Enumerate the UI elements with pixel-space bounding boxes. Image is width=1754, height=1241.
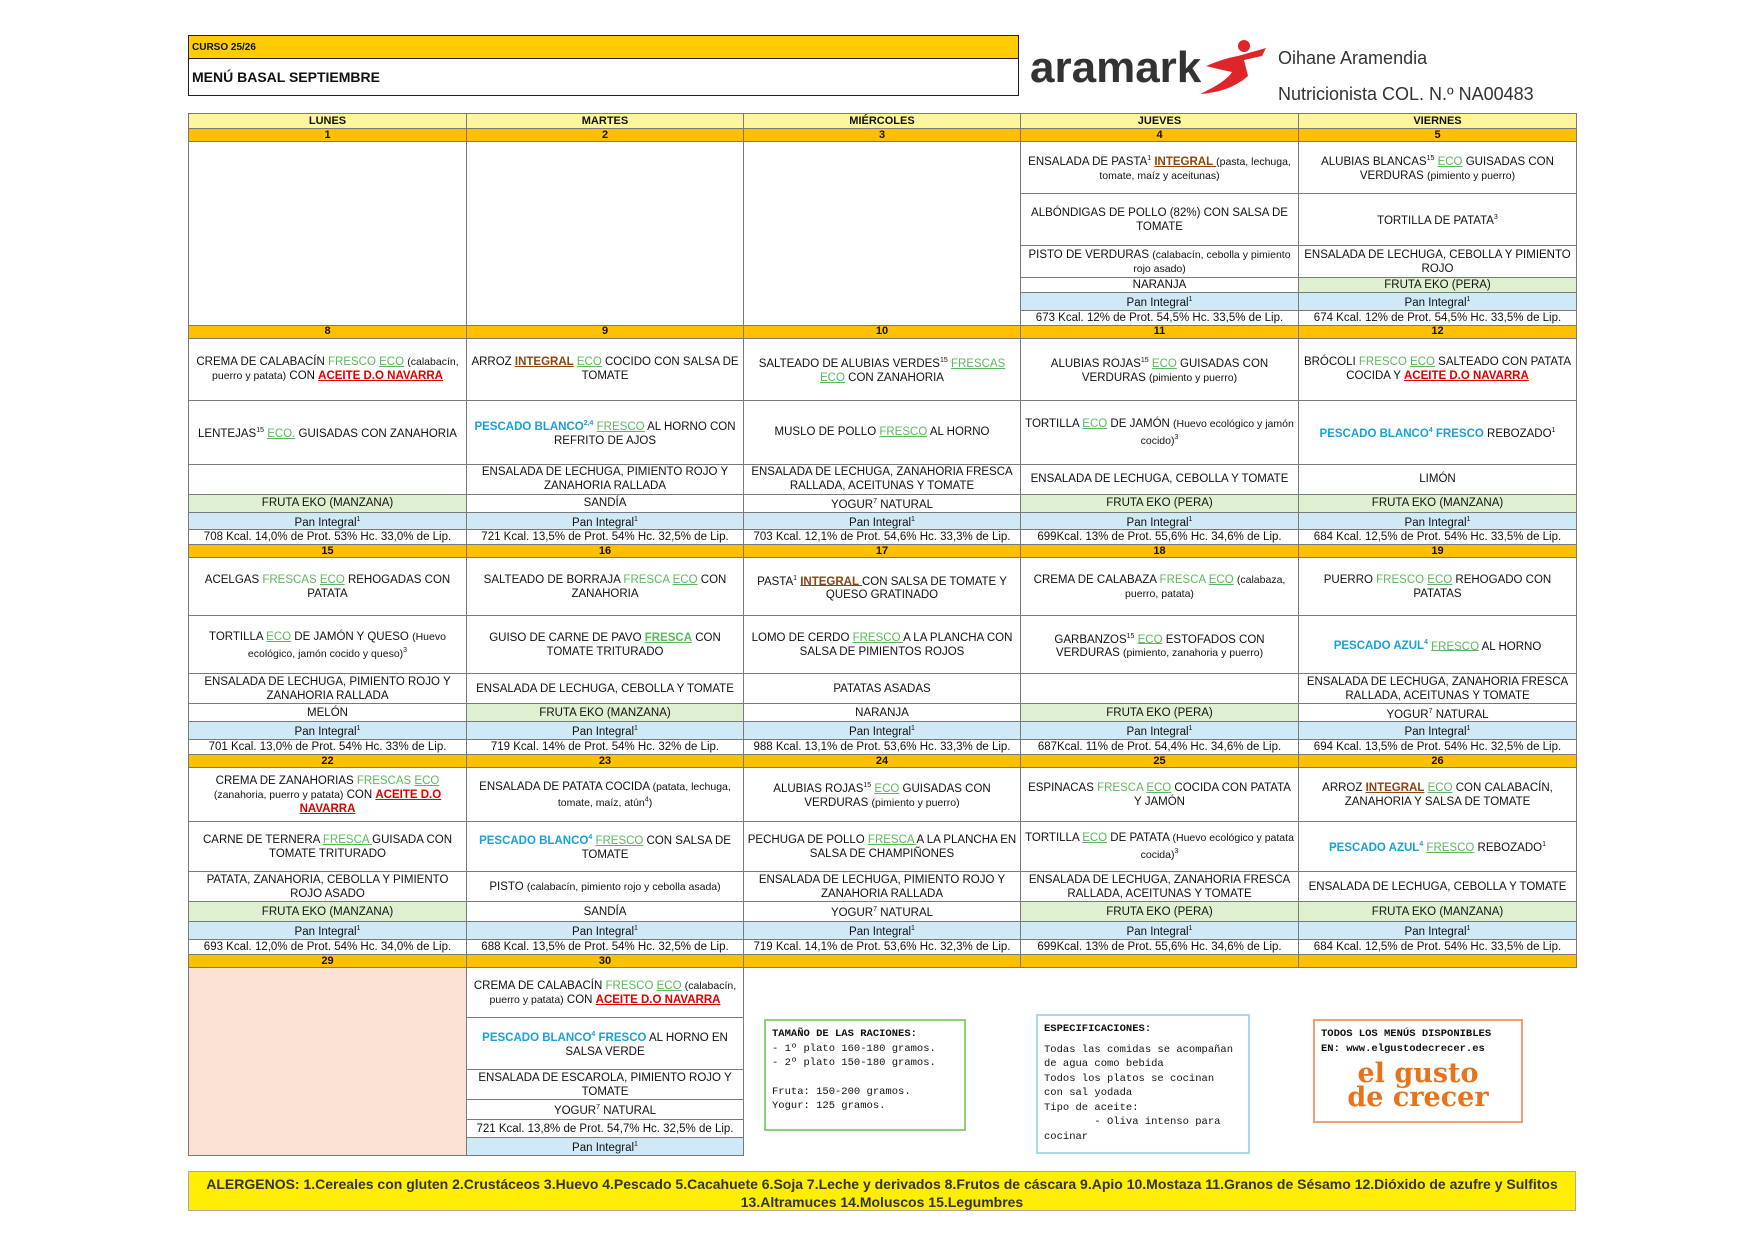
bread-cell: Pan Integral$^1$	[1021, 293, 1299, 311]
dish-cell: GUISO DE CARNE DE PAVO FRESCA CON TOMATE TRITURADO	[467, 616, 744, 674]
dish-cell: MUSLO DE POLLO FRESCO AL HORNO	[744, 400, 1021, 464]
side-row	[189, 674, 1577, 704]
day-header: LUNES	[189, 114, 467, 129]
dish-cell: ACELGAS FRESCAS ECO REHOGADAS CON PATATA	[189, 558, 467, 616]
all-menus-box	[1313, 1019, 1523, 1123]
dessert-cell: MELÓN	[189, 704, 467, 722]
dish-cell: PESCADO AZUL$^4$ FRESCO AL HORNO	[1299, 616, 1577, 674]
portions-spacer	[772, 1071, 958, 1085]
dish-cell: ENSALADA DE LECHUGA, CEBOLLA Y TOMATE	[1021, 464, 1299, 494]
day-number: 17	[744, 545, 1021, 558]
bread-cell: Pan Integral$^1$	[189, 722, 467, 740]
day-number	[744, 955, 1021, 968]
dessert-row	[189, 704, 1577, 722]
day-number: 29	[189, 955, 467, 968]
dish-cell: CREMA DE CALABACÍN FRESCO ECO (calabacín, puerro y patata) CON ACEITE D.O NAVARRA	[189, 338, 467, 400]
aramark-logo	[1030, 36, 1270, 98]
day-number: 9	[467, 325, 744, 338]
dessert-cell: YOGUR$^7$ NATURAL	[744, 494, 1021, 512]
bread-cell: Pan Integral$^1$	[1021, 922, 1299, 940]
specifications-title: ESPECIFICACIONES:	[1044, 1023, 1152, 1035]
spec-line: de agua como bebida	[1044, 1058, 1164, 1070]
day-header: JUEVES	[1021, 114, 1299, 129]
nutritionist-name: Oihane Aramendia	[1278, 48, 1428, 68]
kcal-row	[189, 740, 1577, 755]
dish-cell: ENSALADA DE ESCAROLA, PIMIENTO ROJO Y TOMATE	[467, 1070, 744, 1100]
kcal-cell: 693 Kcal. 12,0% de Prot. 54% Hc. 34,0% de Lip.	[189, 940, 467, 955]
day-number: 22	[189, 755, 467, 768]
dessert-cell: SANDÍA	[467, 494, 744, 512]
dish-cell: ENSALADA DE LECHUGA, ZANAHORIA FRESCA RALLADA, ACEITUNAS Y TOMATE	[1021, 872, 1299, 902]
day-number-row	[189, 755, 1577, 768]
day-number	[1021, 955, 1299, 968]
bread-cell: Pan Integral$^1$	[1299, 722, 1577, 740]
side-row	[189, 872, 1577, 902]
dish-cell: PESCADO BLANCO$^4$ FRESCO AL HORNO EN SALSA VERDE	[467, 1018, 744, 1070]
dish-cell: PESCADO BLANCO$^4$ FRESCO REBOZADO$^1$	[1299, 400, 1577, 464]
kcal-cell: 684 Kcal. 12,5% de Prot. 54% Hc. 33,5% de Lip.	[1299, 530, 1577, 545]
bread-cell: Pan Integral$^1$	[1299, 512, 1577, 530]
dessert-cell: YOGUR$^7$ NATURAL	[467, 1100, 744, 1120]
bread-row	[189, 512, 1577, 530]
day-number-row	[189, 955, 1577, 968]
dessert-row	[189, 902, 1577, 922]
kcal-cell: 699Kcal. 13% de Prot. 55,6% Hc. 34,6% de Lip.	[1021, 940, 1299, 955]
dish-cell: ALUBIAS BLANCAS$^{15}$ ECO GUISADAS CON VERDURAS (pimiento y puerro)	[1299, 142, 1577, 194]
dessert-cell: NARANJA	[744, 704, 1021, 722]
empty-day-cell	[189, 142, 467, 326]
dish-cell: ENSALADA DE PATATA COCIDA (patata, lechuga, tomate, maíz, atún$^4$)	[467, 768, 744, 822]
bread-cell: Pan Integral$^1$	[744, 512, 1021, 530]
bread-cell: Pan Integral$^1$	[189, 512, 467, 530]
bread-cell: Pan Integral$^1$	[744, 922, 1021, 940]
brand-line: de crecer	[1347, 1082, 1489, 1113]
dish-cell: ENSALADA DE LECHUGA, ZANAHORIA FRESCA RALLADA, ACEITUNAS Y TOMATE	[744, 464, 1021, 494]
dish-cell	[1021, 674, 1299, 704]
portions-line: - 2º plato 150-180 gramos.	[772, 1057, 936, 1069]
aramark-figure-icon	[1200, 40, 1266, 94]
kcal-cell: 721 Kcal. 13,5% de Prot. 54% Hc. 32,5% de Lip.	[467, 530, 744, 545]
portions-box	[764, 1019, 966, 1131]
dish-cell: ALUBIAS ROJAS$^{15}$ ECO GUISADAS CON VERDURAS (pimiento y puerro)	[744, 768, 1021, 822]
spec-line: Tipo de aceite:	[1044, 1101, 1139, 1114]
aramark-logo-text: aramark	[1030, 43, 1202, 92]
dish-cell: TORTILLA ECO DE PATATA (Huevo ecológico y patata cocida)$^3$	[1021, 822, 1299, 872]
dessert-cell: FRUTA EKO (MANZANA)	[467, 704, 744, 722]
menu-header-box	[188, 35, 1019, 96]
dish-cell: ENSALADA DE LECHUGA, CEBOLLA Y PIMIENTO ROJO	[1299, 246, 1577, 278]
day-header: VIERNES	[1299, 114, 1577, 129]
dish-cell: LENTEJAS$^{15}$ ECO. GUISADAS CON ZANAHORIA	[189, 400, 467, 464]
dish-cell: CREMA DE ZANAHORIAS FRESCAS ECO (zanahoria, puerro y patata) CON ACEITE D.O NAVARRA	[189, 768, 467, 822]
dish-cell: LIMÓN	[1299, 464, 1577, 494]
dish-cell: PATATA, ZANAHORIA, CEBOLLA Y PIMIENTO ROJO ASADO	[189, 872, 467, 902]
day-number: 4	[1021, 129, 1299, 142]
kcal-cell: 688 Kcal. 13,5% de Prot. 54% Hc. 32,5% de Lip.	[467, 940, 744, 955]
dish-cell: SALTEADO DE ALUBIAS VERDES$^{15}$ FRESCAS ECO CON ZANAHORIA	[744, 338, 1021, 400]
dish-cell: ENSALADA DE PASTA$^1$ INTEGRAL (pasta, lechuga, tomate, maíz y aceitunas)	[1021, 142, 1299, 194]
first-course-row	[189, 142, 1577, 194]
empty-day-cell	[467, 142, 744, 326]
dish-cell: ESPINACAS FRESCA ECO COCIDA CON PATATA Y JAMÓN	[1021, 768, 1299, 822]
bread-cell: Pan Integral$^1$	[1299, 293, 1577, 311]
kcal-cell: 673 Kcal. 12% de Prot. 54,5% Hc. 33,5% de Lip.	[1021, 310, 1299, 325]
dish-cell: CREMA DE CALABAZA FRESCA ECO (calabaza, puerro, patata)	[1021, 558, 1299, 616]
dish-cell: PESCADO AZUL$^4$ FRESCO REBOZADO$^1$	[1299, 822, 1577, 872]
dish-cell: ENSALADA DE LECHUGA, PIMIENTO ROJO Y ZANAHORIA RALLADA	[744, 872, 1021, 902]
bread-cell: Pan Integral$^1$	[744, 722, 1021, 740]
second-course-row	[189, 616, 1577, 674]
day-number	[1299, 955, 1577, 968]
dessert-cell: FRUTA EKO (PERA)	[1021, 494, 1299, 512]
dish-cell: PATATAS ASADAS	[744, 674, 1021, 704]
dish-cell: PISTO DE VERDURAS (calabacín, cebolla y pimiento rojo asado)	[1021, 246, 1299, 278]
kcal-cell: 719 Kcal. 14,1% de Prot. 53,6% Hc. 32,3% de Lip.	[744, 940, 1021, 955]
course-label: CURSO 25/26	[189, 36, 1018, 59]
dish-cell: PESCADO BLANCO$^4$ FRESCO CON SALSA DE TOMATE	[467, 822, 744, 872]
dessert-row	[189, 494, 1577, 512]
day-number: 24	[744, 755, 1021, 768]
day-number: 30	[467, 955, 744, 968]
dessert-cell: FRUTA EKO (PERA)	[1021, 902, 1299, 922]
dish-cell: PUERRO FRESCO ECO REHOGADO CON PATATAS	[1299, 558, 1577, 616]
day-number: 12	[1299, 325, 1577, 338]
day-header-row	[189, 114, 1577, 129]
dish-cell: ARROZ INTEGRAL ECO COCIDO CON SALSA DE TOMATE	[467, 338, 744, 400]
kcal-cell: 719 Kcal. 14% de Prot. 54% Hc. 32% de Lip.	[467, 740, 744, 755]
dish-cell: ENSALADA DE LECHUGA, CEBOLLA Y TOMATE	[467, 674, 744, 704]
dish-cell: ALUBIAS ROJAS$^{15}$ ECO GUISADAS CON VERDURAS (pimiento y puerro)	[1021, 338, 1299, 400]
all-menus-title: TODOS LOS MENÚS DISPONIBLES	[1321, 1028, 1492, 1040]
dish-cell: TORTILLA DE PATATA$^3$	[1299, 194, 1577, 246]
dessert-cell: NARANJA	[1021, 278, 1299, 293]
second-course-row	[189, 400, 1577, 464]
dish-cell: BRÓCOLI FRESCO ECO SALTEADO CON PATATA COCIDA Y ACEITE D.O NAVARRA	[1299, 338, 1577, 400]
dish-cell: ALBÓNDIGAS DE POLLO (82%) CON SALSA DE TOMATE	[1021, 194, 1299, 246]
bread-row	[189, 922, 1577, 940]
kcal-cell: 988 Kcal. 13,1% de Prot. 53,6% Hc. 33,3% de Lip.	[744, 740, 1021, 755]
side-row	[189, 464, 1577, 494]
day-header: MARTES	[467, 114, 744, 129]
day-number: 2	[467, 129, 744, 142]
day-number: 26	[1299, 755, 1577, 768]
allergens-bar: ALERGENOS: 1.Cereales con gluten 2.Crustáceos 3.Huevo 4.Pescado 5.Cacahuete 6.Soja 7.Leche y derivados 8.Frutos de cáscara 9.Apio 10.Mostaza 11.Granos de Sésamo 12.Dióxido de azufre y Sulfitos 13.Altramuces 14.Moluscos 15.Legumbres	[188, 1171, 1576, 1211]
day-number: 25	[1021, 755, 1299, 768]
first-course-row	[189, 968, 1577, 1018]
dessert-cell: FRUTA EKO (MANZANA)	[1299, 494, 1577, 512]
dish-cell: PESCADO BLANCO$^{2,4}$ FRESCO AL HORNO CON REFRITO DE AJOS	[467, 400, 744, 464]
bread-cell: Pan Integral$^1$	[1021, 512, 1299, 530]
day-number: 1	[189, 129, 467, 142]
dish-cell: CREMA DE CALABACÍN FRESCO ECO (calabacín, puerro y patata) CON ACEITE D.O NAVARRA	[467, 968, 744, 1018]
first-course-row	[189, 558, 1577, 616]
portions-line: Yogur: 125 gramos.	[772, 1100, 886, 1112]
dessert-cell: YOGUR$^7$ NATURAL	[744, 902, 1021, 922]
bread-row	[189, 722, 1577, 740]
dish-cell: TORTILLA ECO DE JAMÓN Y QUESO (Huevo ecológico, jamón cocido y queso)$^3$	[189, 616, 467, 674]
dish-cell: ARROZ INTEGRAL ECO CON CALABACÍN, ZANAHORIA Y SALSA DE TOMATE	[1299, 768, 1577, 822]
portions-line: - 1º plato 160-180 gramos.	[772, 1042, 936, 1055]
day-number: 16	[467, 545, 744, 558]
dish-cell: SALTEADO DE BORRAJA FRESCA ECO CON ZANAHORIA	[467, 558, 744, 616]
second-course-row	[189, 822, 1577, 872]
menu-title: MENÚ BASAL SEPTIEMBRE	[192, 69, 380, 85]
dessert-cell: FRUTA EKO (MANZANA)	[189, 494, 467, 512]
kcal-cell: 684 Kcal. 12,5% de Prot. 54% Hc. 33,5% de Lip.	[1299, 940, 1577, 955]
bread-cell: Pan Integral$^1$	[467, 722, 744, 740]
kcal-cell: 703 Kcal. 12,1% de Prot. 54,6% Hc. 33,3% de Lip.	[744, 530, 1021, 545]
dessert-cell: FRUTA EKO (PERA)	[1021, 704, 1299, 722]
portions-title: TAMAÑO DE LAS RACIONES:	[772, 1028, 917, 1040]
bread-cell: Pan Integral$^1$	[1299, 922, 1577, 940]
dish-cell: ENSALADA DE LECHUGA, ZANAHORIA FRESCA RALLADA, ACEITUNAS Y TOMATE	[1299, 674, 1577, 704]
nutritionist-id: Nutricionista COL. N.º NA00483	[1278, 84, 1534, 104]
empty-day-cell	[744, 142, 1021, 326]
nutritionist-info	[1278, 40, 1534, 112]
day-number: 19	[1299, 545, 1577, 558]
dish-cell: ENSALADA DE LECHUGA, CEBOLLA Y TOMATE	[1299, 872, 1577, 902]
dessert-cell: FRUTA EKO (MANZANA)	[1299, 902, 1577, 922]
portions-line: Fruta: 150-200 gramos.	[772, 1085, 911, 1098]
dish-cell: LOMO DE CERDO FRESCO A LA PLANCHA CON SALSA DE PIMIENTOS ROJOS	[744, 616, 1021, 674]
dessert-cell: YOGUR$^7$ NATURAL	[1299, 704, 1577, 722]
dish-cell: GARBANZOS$^{15}$ ECO ESTOFADOS CON VERDURAS (pimiento, zanahoria y puerro)	[1021, 616, 1299, 674]
day-number: 8	[189, 325, 467, 338]
empty-day-cell	[189, 968, 467, 1156]
day-number: 3	[744, 129, 1021, 142]
dish-cell: PISTO (calabacín, pimiento rojo y cebolla asada)	[467, 872, 744, 902]
spec-line: Todas las comidas se acompañan	[1044, 1043, 1234, 1056]
kcal-cell: 708 Kcal. 14,0% de Prot. 53% Hc. 33,0% de Lip.	[189, 530, 467, 545]
kcal-cell: 701 Kcal. 13,0% de Prot. 54% Hc. 33% de Lip.	[189, 740, 467, 755]
el-gusto-de-crecer-logo	[1321, 1058, 1515, 1113]
day-number-row	[189, 129, 1577, 142]
specifications-box	[1036, 1014, 1250, 1154]
dessert-cell: FRUTA EKO (MANZANA)	[189, 902, 467, 922]
all-menus-url[interactable]: EN: www.elgustodecrecer.es	[1321, 1042, 1485, 1055]
bread-cell: Pan Integral$^1$	[467, 922, 744, 940]
bread-cell: Pan Integral$^1$	[467, 1138, 744, 1156]
dish-cell: PECHUGA DE POLLO FRESCA A LA PLANCHA EN SALSA DE CHAMPIÑONES	[744, 822, 1021, 872]
day-number: 5	[1299, 129, 1577, 142]
bread-cell: Pan Integral$^1$	[1021, 722, 1299, 740]
dessert-cell: SANDÍA	[467, 902, 744, 922]
dish-cell: PASTA$^1$ INTEGRAL CON SALSA DE TOMATE Y QUESO GRATINADO	[744, 558, 1021, 616]
day-number: 18	[1021, 545, 1299, 558]
kcal-cell: 699Kcal. 13% de Prot. 55,6% Hc. 34,6% de Lip.	[1021, 530, 1299, 545]
day-number: 11	[1021, 325, 1299, 338]
kcal-row	[189, 530, 1577, 545]
day-header: MIÉRCOLES	[744, 114, 1021, 129]
dish-cell: CARNE DE TERNERA FRESCA GUISADA CON TOMATE TRITURADO	[189, 822, 467, 872]
dish-cell: ENSALADA DE LECHUGA, PIMIENTO ROJO Y ZANAHORIA RALLADA	[189, 674, 467, 704]
day-number: 10	[744, 325, 1021, 338]
dish-cell: TORTILLA ECO DE JAMÓN (Huevo ecológico y jamón cocido)$^3$	[1021, 400, 1299, 464]
spec-line: con sal yodada	[1044, 1087, 1133, 1099]
first-course-row	[189, 338, 1577, 400]
kcal-cell: 721 Kcal. 13,8% de Prot. 54,7% Hc. 32,5% de Lip.	[467, 1120, 744, 1138]
spec-line: - Oliva intenso para	[1044, 1116, 1221, 1128]
day-number-row	[189, 325, 1577, 338]
bread-cell: Pan Integral$^1$	[467, 512, 744, 530]
day-number: 15	[189, 545, 467, 558]
spec-line: cocinar	[1044, 1130, 1089, 1143]
day-number-row	[189, 545, 1577, 558]
bread-cell: Pan Integral$^1$	[189, 922, 467, 940]
dish-cell	[189, 464, 467, 494]
dish-cell: ENSALADA DE LECHUGA, PIMIENTO ROJO Y ZANAHORIA RALLADA	[467, 464, 744, 494]
kcal-cell: 687Kcal. 11% de Prot. 54,4% Hc. 34,6% de Lip.	[1021, 740, 1299, 755]
day-number: 23	[467, 755, 744, 768]
first-course-row	[189, 768, 1577, 822]
kcal-row	[189, 940, 1577, 955]
spec-line: Todos los platos se cocinan	[1044, 1072, 1215, 1085]
kcal-cell: 694 Kcal. 13,5% de Prot. 54% Hc. 32,5% de Lip.	[1299, 740, 1577, 755]
dessert-cell: FRUTA EKO (PERA)	[1299, 278, 1577, 293]
kcal-cell: 674 Kcal. 12% de Prot. 54,5% Hc. 33,5% de Lip.	[1299, 310, 1577, 325]
brand-line: el gusto	[1357, 1058, 1479, 1089]
menu-table	[188, 113, 1577, 1156]
